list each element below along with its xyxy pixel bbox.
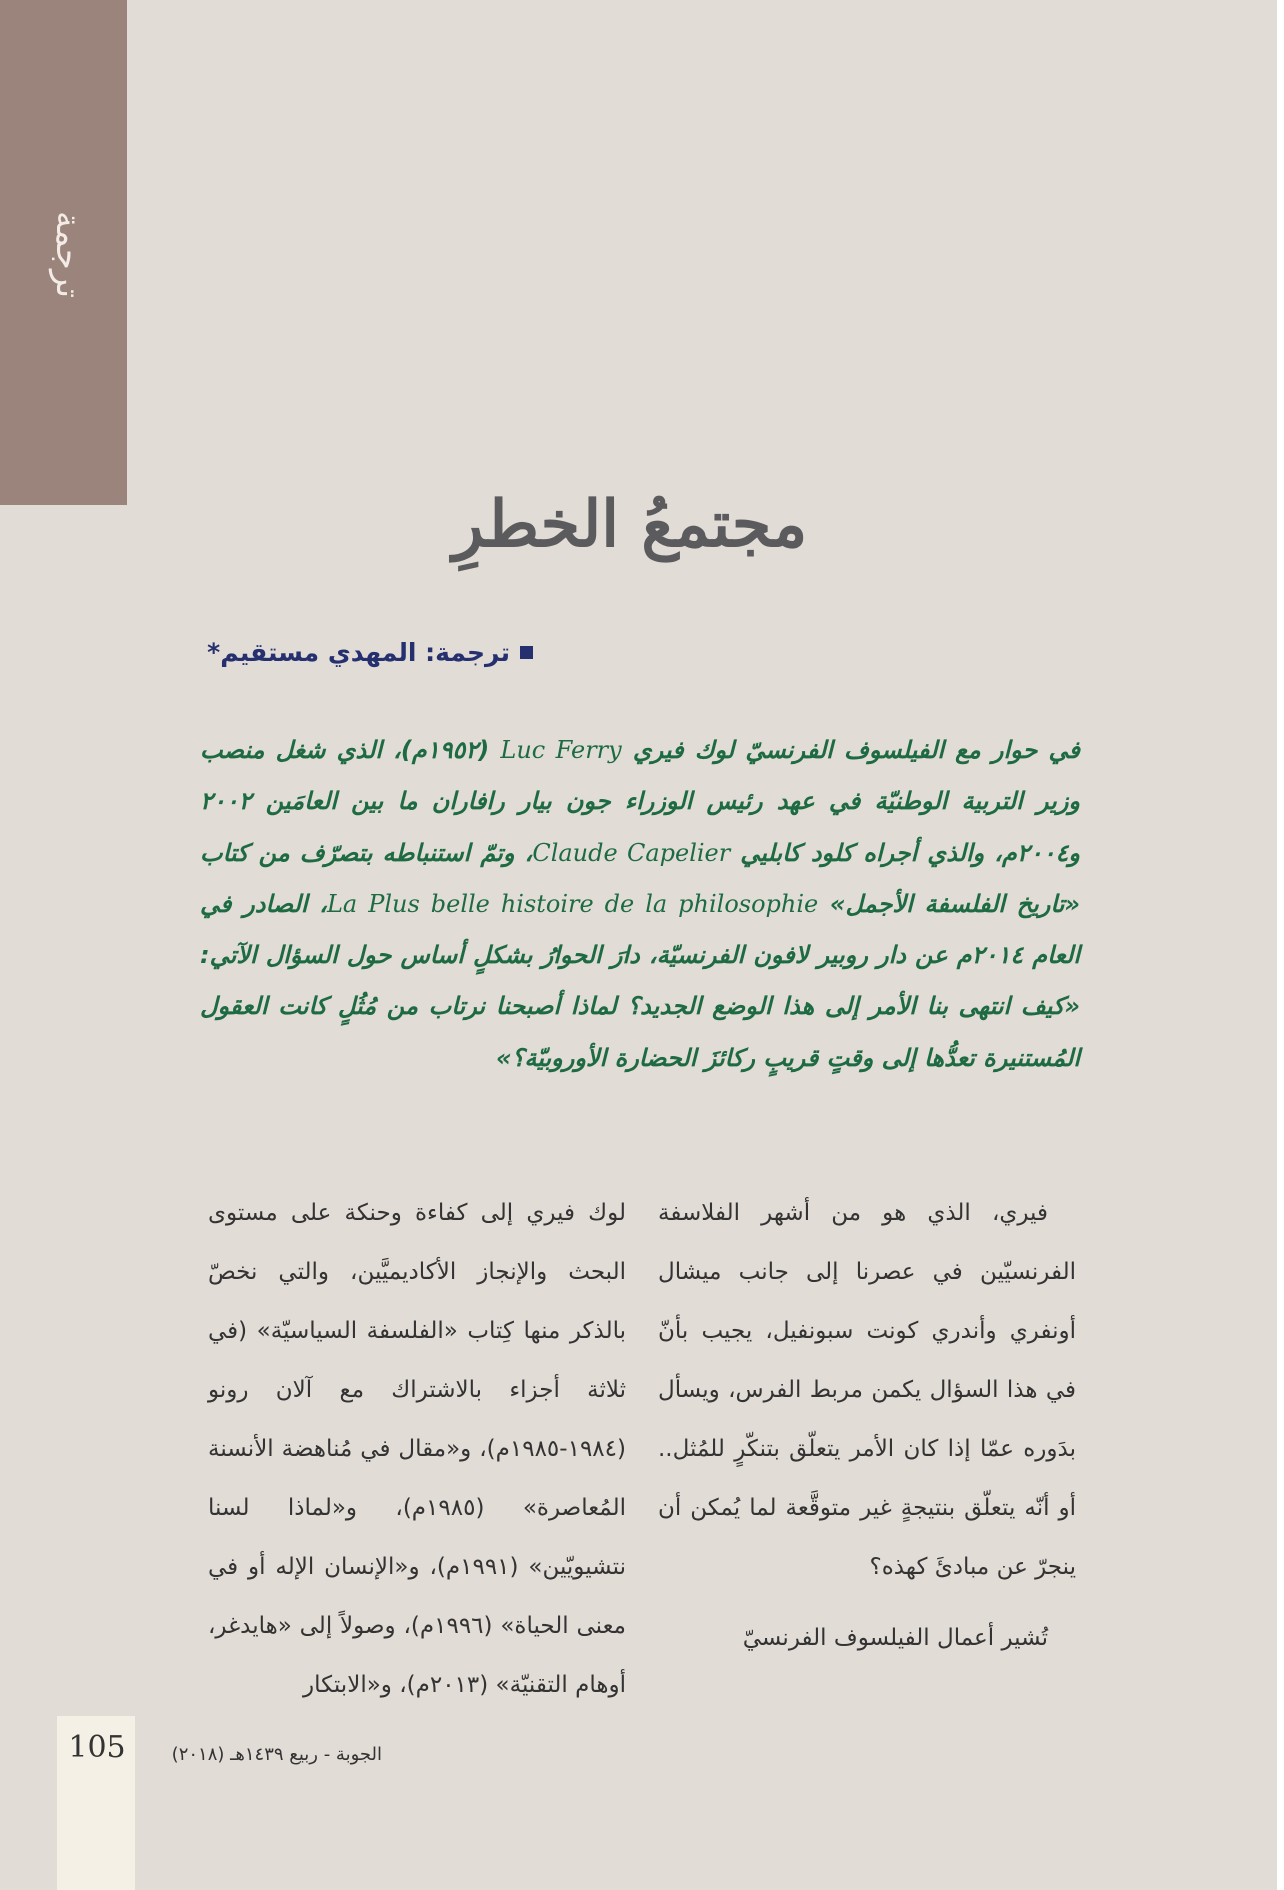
section-label: ترجمة (48, 211, 88, 299)
page-edge (1277, 0, 1284, 1890)
body-column-right (658, 1184, 1076, 1668)
body-paragraph: لوك فيري إلى كفاءة وحنكة على مستوى البحث والإنجاز الأكاديميَّين، والتي نخصّ بالذكر منها كِتاب «الفلسفة السياسيّة» (في ثلاثة أجزاء بالاشتراك مع آلان رونو (١٩٨٤-١٩٨٥م)، و«مقال في مُناهضة الأنسنة المُعاصرة» (١٩٨٥م)، و«لماذا لسنا نتشيويّين» (١٩٩١م)، و«الإنسان الإله أو في معنى الحياة» (١٩٩٦م)، وصولاً إلى «هايدغر، أوهام التقنيّة» (٢٠١٣م)، و«الابتكار (208, 1200, 626, 1698)
abstract-name-latin: Luc Ferry (500, 736, 622, 764)
abstract-part-1: في حوار مع الفيلسوف الفرنسيّ لوك فيري (621, 736, 1081, 764)
bullet-square-icon (520, 646, 533, 659)
body-paragraph: تُشير أعمال الفيلسوف الفرنسيّ (742, 1625, 1048, 1651)
article-abstract (200, 725, 1080, 1084)
abstract-part-2: (١٩٥٢م)، الذي شغل منصب وزير التربية الوطنيّة في عهد رئيس الوزراء جون بيار رافاران ما بين العامَين ٢٠٠٢ و٢٠٠٤م، والذي أجراه كلود كابليي (200, 736, 1081, 867)
issue-info: الجوبة - ربيع ١٤٣٩هـ (٢٠١٨) (171, 1744, 382, 1765)
section-tab (0, 0, 127, 505)
abstract-part-4: ، الصادر في العام ٢٠١٤م عن دار روبير لافون الفرنسيّة، دارَ الحوارُ بشكلٍ أساس حول السؤال الآتي: «كيف انتهى بنا الأمر إلى هذا الوضع الجديد؟ لماذا أصبحنا نرتاب من مُثُلٍ كانت العقول المُستنيرة تعدُّها إلى وقتٍ قريبٍ ركائزَ الحضارة الأوروبيّة؟» (200, 889, 1080, 1072)
page-number: 105 (68, 1730, 126, 1765)
body-column-left (208, 1184, 626, 1715)
byline (207, 632, 533, 672)
body-paragraph: فيري، الذي هو من أشهر الفلاسفة الفرنسيّين في عصرنا إلى جانب ميشال أونفري وأندري كونت سبونفيل، يجيب بأنّ في هذا السؤال يكمن مربط الفرس، ويسأل بدَوره عمّا إذا كان الأمر يتعلّق بتنكّرٍ للمُثل.. أو أنّه يتعلّق بنتيجةٍ غير متوقَّعة لما يُمكن أن ينجرّ عن مبادئَ كهذه؟ (658, 1200, 1076, 1580)
abstract-part-3: ، وتمّ استنباطه بتصرّف من كتاب «تاريخ الفلسفة الأجمل» (200, 838, 1080, 918)
abstract-book-latin: La Plus belle histoire de la philosophie (326, 889, 819, 918)
byline-text: ترجمة: المهدي مستقيم* (207, 637, 510, 667)
article-title: مجتمعُ الخطرِ (452, 487, 808, 562)
abstract-interviewer-latin: Claude Capelier (532, 838, 731, 867)
